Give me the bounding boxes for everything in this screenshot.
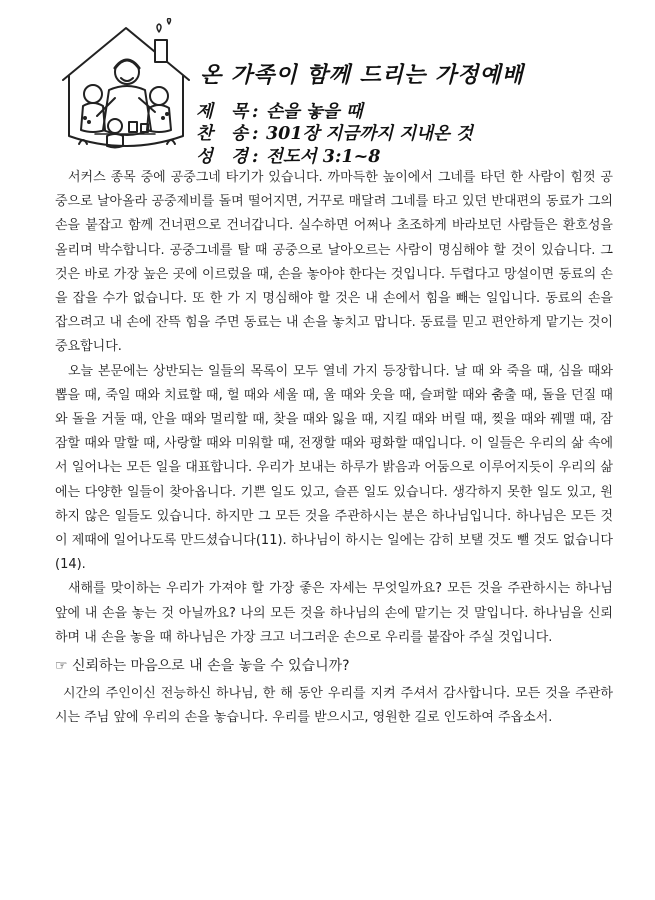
meta-hymn-label: 찬 송 [196, 124, 254, 144]
page-title: 온 가족이 함께 드리는 가정예배 [200, 62, 524, 88]
paragraph-trapeze: 서커스 종목 중에 공중그네 타기가 있습니다. 까마득한 높이에서 그네를 타던 한 사람이 힘껏 공중으로 날아올라 공중제비를 돌며 떨어지면, 거꾸로 매달려 그네를 타고 있던 반대편의 동료가 그의 손을 붙잡고 함께 건너편으로 건너갑니다. 실수하면 어쩌나 초조하게 바라보던 사람들은 환호성을 올리며 박수합니다. 공중그네를 탈 때 공중으로 날아오르는 사람이 명심해야 할 것이 있습니다. 그것은 바로 가장 높은 곳에 이르렀을 때, 손을 놓아야 한다는 것입니다. 두렵다고 망설이면 동료의 손을 잡을 수가 없습니다. 또 한 가 지 명심해야 할 것은 내 손에서 힘을 빼는 일입니다. 동료의 손을 잡으려고 내 손에 잔뜩 힘을 주면 동료는 내 손을 놓치고 맙니다. 동료를 믿고 편안하게 맡기는 것이 중요합니다. [55, 170, 613, 355]
sermon-body [55, 166, 613, 731]
paragraph-scripture: 오늘 본문에는 상반되는 일들의 목록이 모두 열네 가지 등장합니다. 날 때 와 죽을 때, 심을 때와 뽑을 때, 죽일 때와 치료할 때, 헐 때와 세울 때, 울 때와 웃을 때, 슬퍼할 때와 춤출 때, 돌을 던질 때와 돌을 거둘 때, 안을 때와 멀리할 때, 찾을 때와 잃을 때, 지킬 때와 버릴 때, 찢을 때와 꿰맬 때, 잠잠할 때와 말할 때, 사랑할 때와 미워할 때, 전쟁할 때와 평화할 때입니다. 이 일들은 우리의 삶 속에서 일어나는 모든 일을 대표합니다. 우리가 보내는 하루가 밝음과 어둠으로 이루어지듯이 우리의 삶에는 다양한 일들이 찾아옵니다. 기쁜 일도 있고, 슬픈 일도 있습니다. 생각하지 못한 일도 있고, 원하지 않은 일들도 있습니다. 하지만 그 모든 것을 주관하시는 분은 하나님입니다. 하나님은 모든 것이 제때에 일어나도록 만드셨습니다(11). 하나님이 하시는 일에는 감히 보탤 것도 뺄 것도 없습니다(14). [55, 363, 613, 573]
meta-subject-label: 제 목 [196, 102, 254, 122]
family-worship-illustration [55, 18, 197, 168]
meta-scripture: 성 경: 전도서 3:1~8 [196, 143, 636, 168]
meta-scripture-value: 전도서 3:1~8 [266, 147, 381, 167]
meta-hymn: 찬 송: 301장 지금까지 지내온 것 [196, 120, 636, 145]
meta-subject-value: 손을 놓을 때 [266, 102, 363, 122]
meta-hymn-value: 301장 지금까지 지내온 것 [266, 124, 473, 144]
meta-scripture-label: 성 경 [196, 147, 254, 167]
paragraph-new-year: 새해를 맞이하는 우리가 가져야 할 가장 좋은 자세는 무엇일까요? 모든 것을 주관하시는 하나님 앞에 내 손을 놓는 것 아닐까요? 나의 모든 것을 하나님의 손에 맡기는 것 말입니다. 하나님을 신뢰하며 내 손을 놓을 때 하나님은 가장 크고 너그러운 손으로 우리를 붙잡아 주실 것입니다. [55, 581, 613, 645]
closing-prayer: 시간의 주인이신 전능하신 하나님, 한 해 동안 우리를 지켜 주셔서 감사합니다. 모든 것을 주관하시는 주님 앞에 우리의 손을 놓습니다. 우리를 받으시고, 영원한 길로 인도하여 주옵소서. [55, 686, 613, 726]
meta-subject: 제 목: 손을 놓을 때 [196, 98, 636, 123]
reflection-question: ☞ 신뢰하는 마음으로 내 손을 놓을 수 있습니까? [55, 658, 350, 675]
